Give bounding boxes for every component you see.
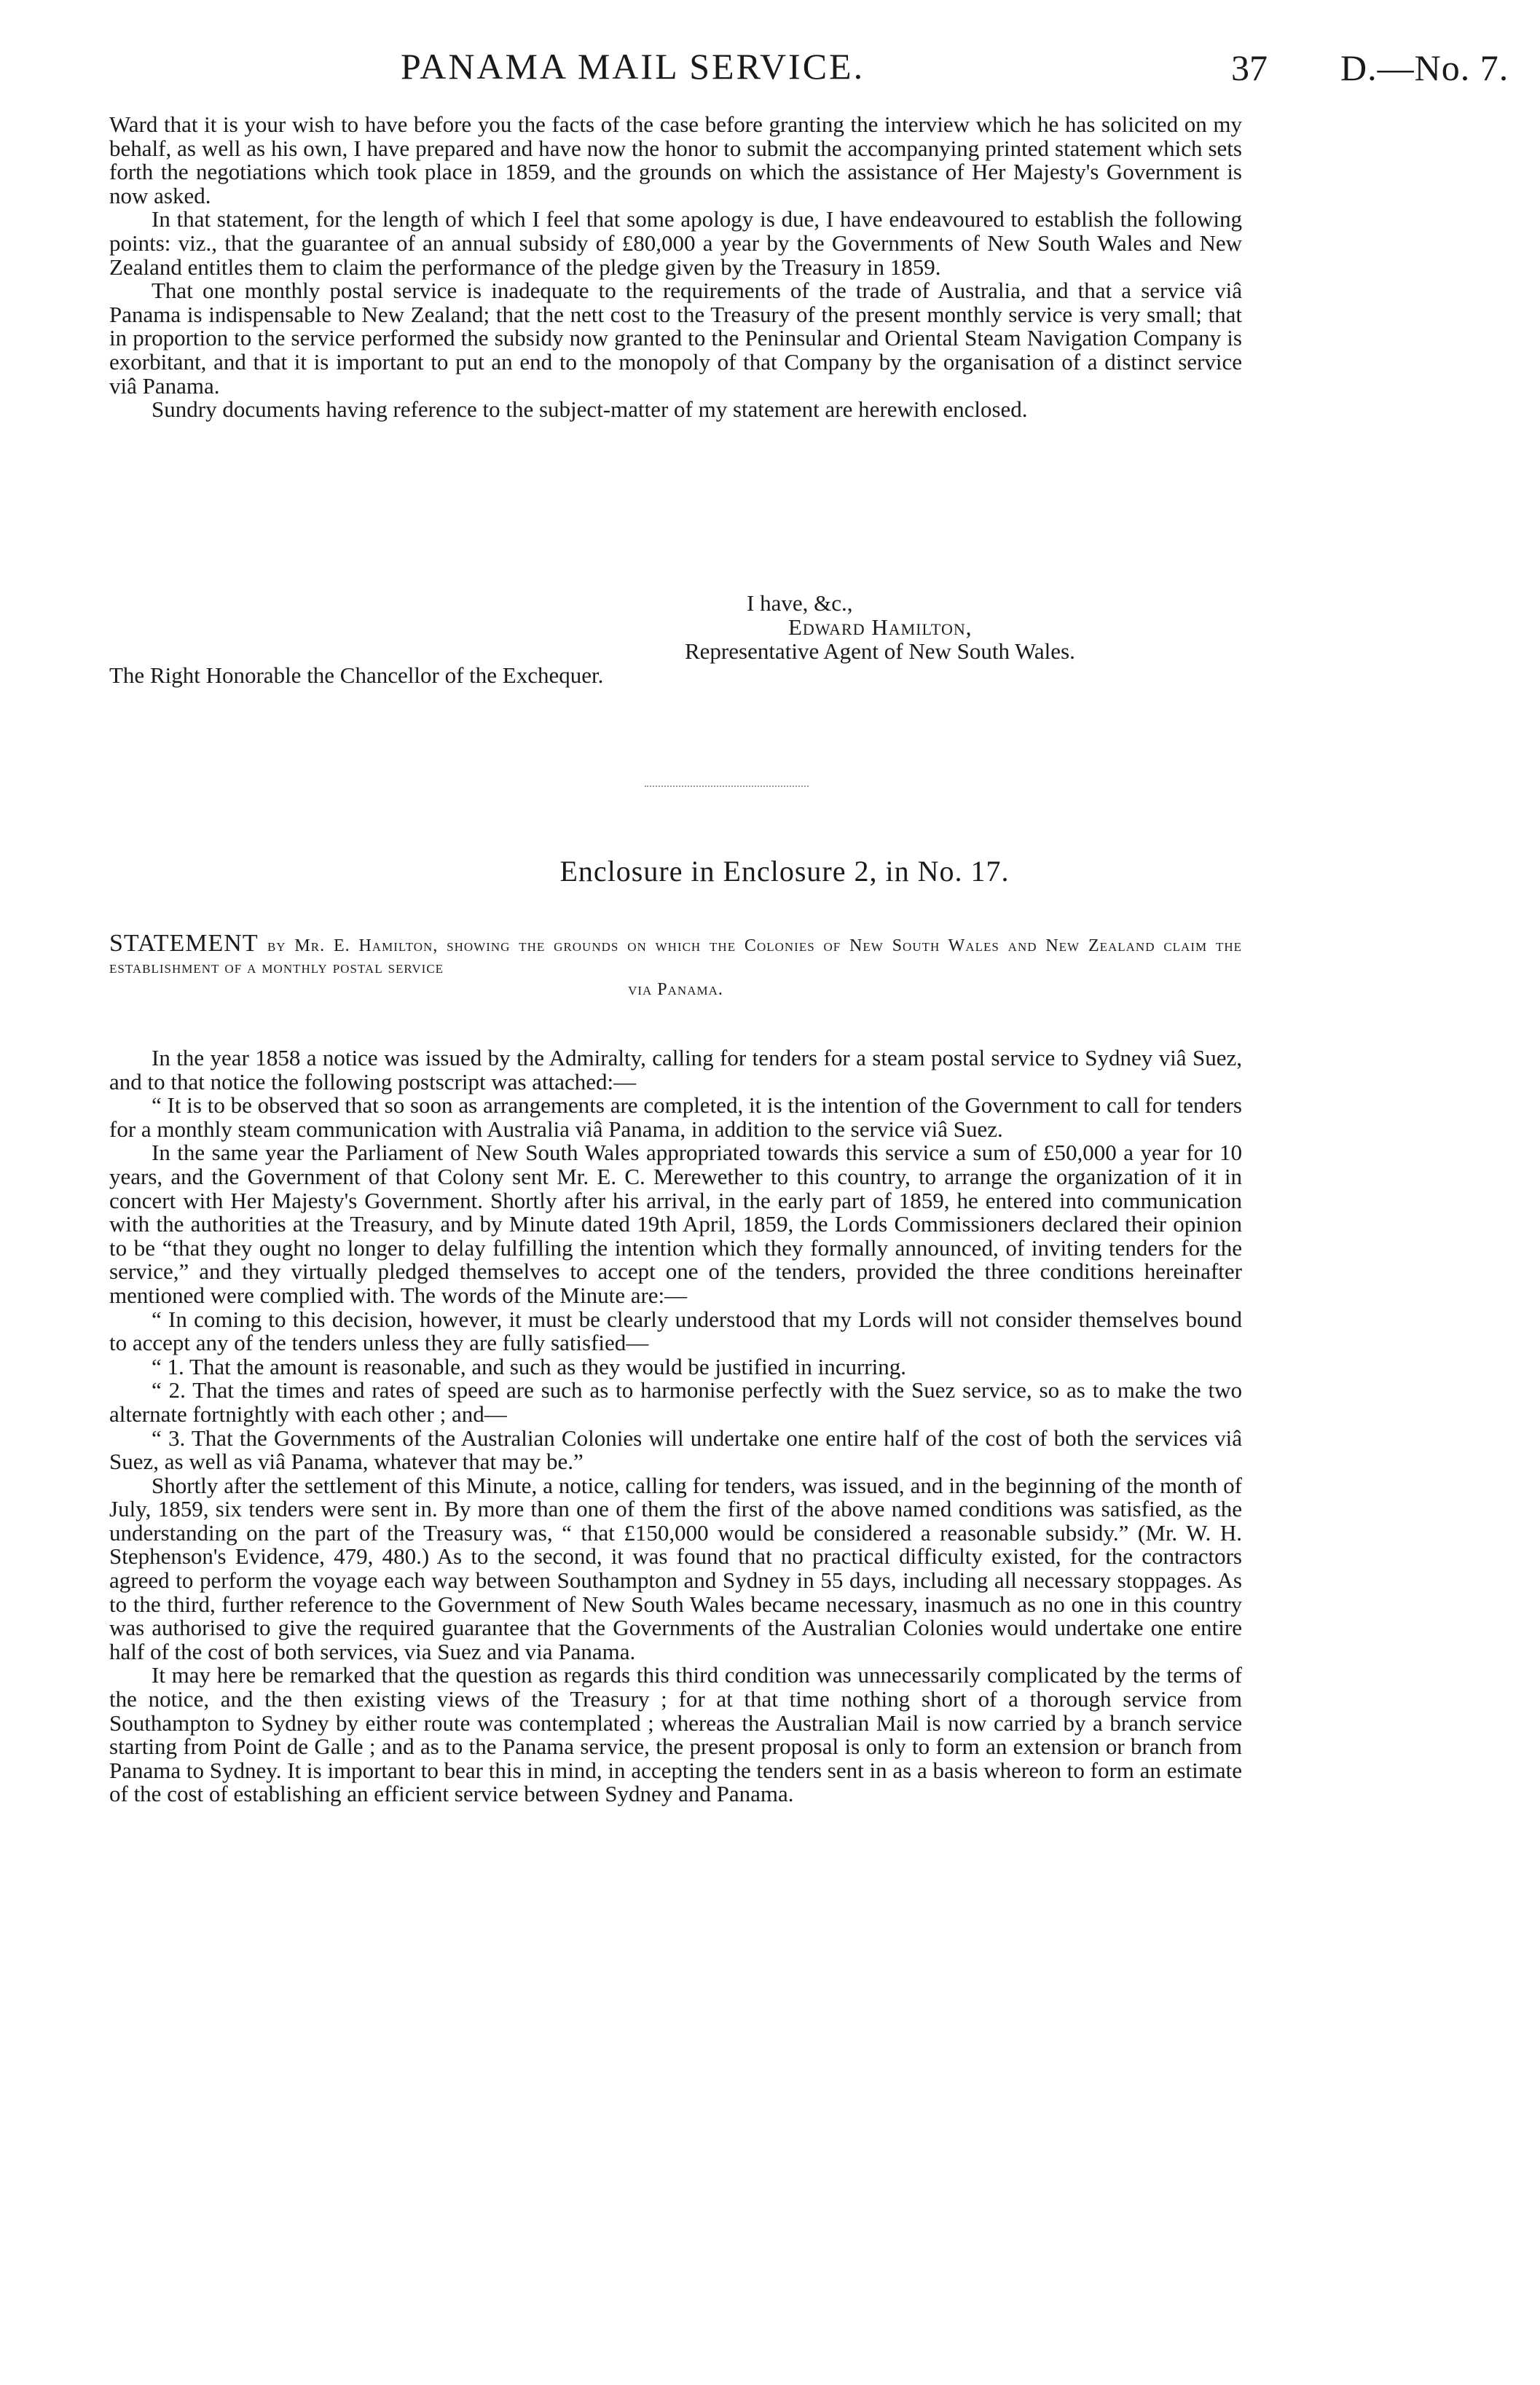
quoted-paragraph: “ 3. That the Governments of the Australian Colonies will undertake one entire half of the cost of both the services viâ Suez, as well as viâ Panama, whatever that may be.” (109, 1425, 1242, 1475)
quoted-paragraph: “ In coming to this decision, however, it must be clearly understood that my Lords will not consider themselves bound to accept any of the tenders unless they are fully satisfied— (109, 1306, 1242, 1356)
signature-title: Representative Agent of New South Wales. (685, 638, 1075, 664)
quoted-paragraph: “ 2. That the times and rates of speed are such as to harmonise perfectly with the Suez service, so as to make the two alternate fortnightly with each other ; and— (109, 1377, 1242, 1427)
body-paragraph: Shortly after the settlement of this Minute, a notice, calling for tenders, was issued, and in the beginning of the month of July, 1859, six tenders were sent in. By more than one of them the first of the above named conditions was satisfied, as the understanding on the part of the Treasury was, “ that £150,000 would be considered a reasonable subsidy.” (Mr. W. H. Stephenson's Evidence, 479, 480.) As to the second, it was found that no practical difficulty existed, for the contractors agreed to perform the voyage each way between Southampton and Sydney in 55 days, including all necessary stoppages. As to the third, further reference to the Government of New South Wales became necessary, inasmuch as no one in this country was authorised to give the required guarantee that the Governments of the Australian Colonies would undertake one entire half of the cost of both services, via Suez and via Panama. (109, 1472, 1242, 1664)
document-reference: D.—No. 7. (1340, 47, 1509, 88)
statement-subtitle: by Mr. E. Hamilton, showing the grounds on which the Colonies of New South Wales and New Zealand claim the establishment of a monthly postal service (109, 936, 1243, 977)
statement-body (109, 1046, 1242, 1806)
enclosure-heading: Enclosure in Enclosure 2, in No. 17. (559, 855, 1010, 888)
quoted-paragraph: “ 1. That the amount is reasonable, and such as they would be justified in incurring. (152, 1353, 906, 1379)
page-number: 37 (1231, 47, 1268, 88)
statement-heading (109, 930, 1243, 1000)
statement-lead: STATEMENT (109, 930, 259, 957)
letter-body (109, 113, 1242, 422)
body-paragraph: In the year 1858 a notice was issued by the Admiralty, calling for tenders for a steam postal service to Sydney viâ Suez, and to that notice the following postscript was attached:— (109, 1045, 1242, 1094)
signature-name: Edward Hamilton, (788, 614, 973, 640)
quoted-paragraph: “ It is to be observed that so soon as arrangements are completed, it is the intention of the Government to call for tenders for a monthly steam communication with Australia viâ Panama, in addition to the service viâ Suez. (109, 1092, 1242, 1142)
letter-paragraph: Sundry documents having reference to the subject-matter of my statement are herewith enclosed. (152, 396, 1028, 423)
section-divider (645, 786, 809, 787)
running-header (0, 45, 1540, 96)
running-title: PANAMA MAIL SERVICE. (401, 46, 865, 87)
body-paragraph: It may here be remarked that the question as regards this third condition was unnecessarily complicated by the terms of the notice, and the then existing views of the Treasury ; for at that time nothing short of a thorough service from Southampton to Sydney by either route was contemplated ; whereas the Australian Mail is now carried by a branch service starting from Point de Galle ; and as to the Panama service, the present proposal is only to form an extension or branch from Panama to Sydney. It is important to bear this in mind, in accepting the tenders sent in as a basis whereon to form an estimate of the cost of establishing an efficient service between Sydney and Panama. (109, 1662, 1242, 1807)
letter-paragraph: In that statement, for the length of which I feel that some apology is due, I have endeavoured to establish the following points: viz., that the guarantee of an annual subsidy of £80,000 a year by the Governments of New South Wales and New Zealand entitles them to claim the performance of the pledge given by the Treasury in 1859. (109, 206, 1242, 280)
letter-paragraph: That one monthly postal service is inadequate to the requirements of the trade of Australia, and that a service viâ Panama is indispensable to New Zealand; that the nett cost to the Treasury of the present monthly service is very small; that in proportion to the service performed the subsidy now granted to the Peninsular and Oriental Steam Navigation Company is exorbitant, and that it is important to put an end to the monopoly of that Company by the organisation of a distinct service viâ Panama. (109, 278, 1242, 399)
salutation: I have, &c., (747, 590, 853, 616)
body-paragraph: In the same year the Parliament of New South Wales appropriated towards this service a sum of £50,000 a year for 10 years, and the Government of that Colony sent Mr. E. C. Merewether to this country, to arrange the organization of it in concert with Her Majesty's Government. Shortly after his arrival, in the early part of 1859, he entered into communication with the authorities at the Treasury, and by Minute dated 19th April, 1859, the Lords Commissioners declared their opinion to be “that they ought no longer to delay fulfilling the intention which they formally announced, of inviting tenders for the service,” and they virtually pledged themselves to accept one of the tenders, provided the three conditions hereinafter mentioned were complied with. The words of the Minute are:— (109, 1140, 1242, 1308)
letter-paragraph: Ward that it is your wish to have before you the facts of the case before granting the interview which he has solicited on my behalf, as well as his own, I have prepared and have now the honor to submit the accompanying printed statement which sets forth the negotiations which took place in 1859, and the grounds on which the assistance of Her Majesty's Government is now asked. (109, 111, 1242, 208)
statement-subtitle-end: via Panama. (628, 980, 723, 999)
addressee: The Right Honorable the Chancellor of the Exchequer. (109, 662, 604, 688)
